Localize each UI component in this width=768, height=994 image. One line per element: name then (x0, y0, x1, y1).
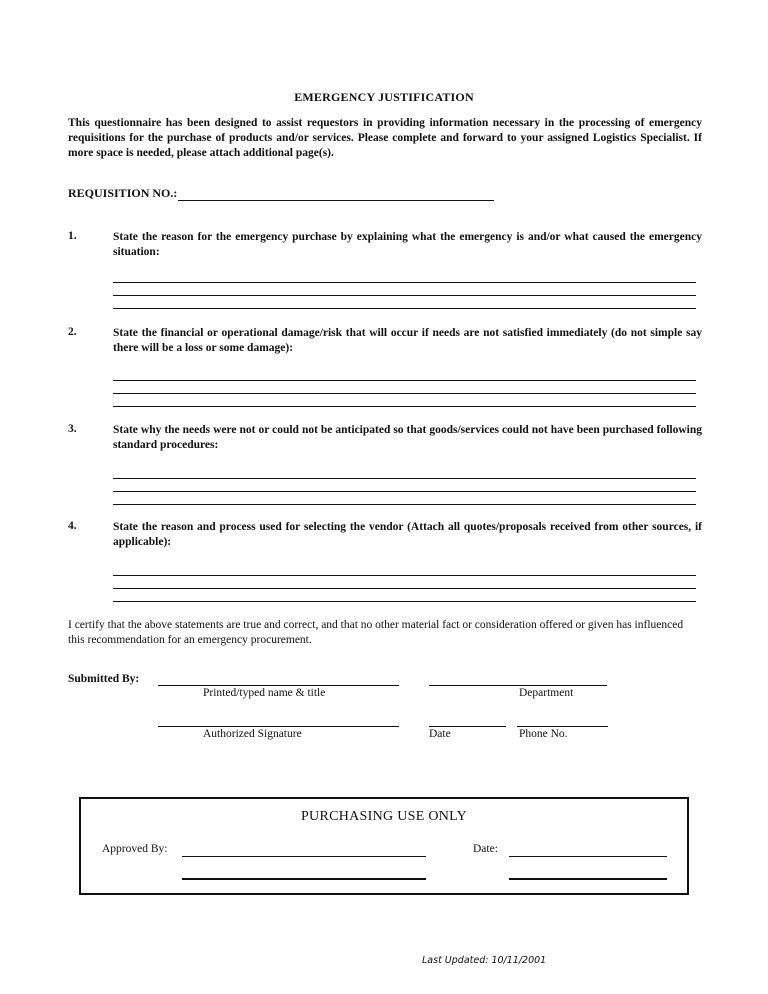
name-title-field[interactable] (158, 685, 399, 686)
requisition-row (68, 186, 494, 201)
purchasing-title: PURCHASING USE ONLY (300, 809, 468, 824)
purchasing-date-label: Date: (473, 843, 498, 855)
requisition-label: REQUISITION NO.: (68, 186, 178, 200)
question-text: State why the needs were not or could not be anticipated so that goods/services could not have been purchased following standard procedures: (113, 424, 702, 451)
intro-paragraph: This questionnaire has been designed to assist requestors in providing information necessary in the processing of emergency requisitions for the purchase of products and/or services. Please complete and forward to your assigned Logistics Specialist. If more space is needed, please attach additional page(s). (68, 117, 702, 159)
submitted-by-label: Submitted By: (68, 673, 140, 685)
name-title-caption: Printed/typed name & title (203, 687, 326, 699)
date-field[interactable] (429, 726, 506, 727)
purchasing-date-field[interactable] (509, 856, 667, 857)
answer-lines[interactable] (113, 466, 696, 505)
phone-field[interactable] (517, 726, 608, 727)
approved-by-field-2[interactable] (182, 878, 426, 880)
approved-by-field[interactable] (182, 856, 426, 857)
question-number: 2. (68, 326, 77, 338)
signature-field[interactable] (158, 726, 399, 727)
approved-by-label: Approved By: (102, 843, 168, 855)
form-title: EMERGENCY JUSTIFICATION (294, 90, 474, 104)
question-text: State the reason and process used for selecting the vendor (Attach all quotes/proposals received from other sources, if applicable): (113, 521, 702, 548)
certification-statement: I certify that the above statements are true and correct, and that no other material fact or consideration offered or given has influenced this recommendation for an emergency procurement. (68, 619, 684, 646)
purchasing-use-only-box (79, 797, 689, 895)
answer-lines[interactable] (113, 270, 696, 309)
answer-lines[interactable] (113, 368, 696, 407)
date-caption: Date (429, 728, 451, 740)
signature-caption: Authorized Signature (203, 728, 302, 740)
department-caption: Department (519, 687, 574, 699)
requisition-field[interactable] (178, 186, 494, 201)
question-number: 1. (68, 230, 77, 242)
question-text: State the financial or operational damage/risk that will occur if needs are not satisfied immediately (do not simple say there will be a loss or some damage): (113, 327, 702, 354)
question-number: 3. (68, 423, 77, 435)
question-text: State the reason for the emergency purchase by explaining what the emergency is and/or what caused the emergency situation: (113, 231, 702, 258)
answer-lines[interactable] (113, 563, 696, 602)
last-updated: Last Updated: 10/11/2001 (422, 955, 547, 966)
purchasing-date-field-2[interactable] (509, 878, 667, 880)
department-field[interactable] (429, 685, 607, 686)
phone-caption: Phone No. (519, 728, 568, 740)
question-number: 4. (68, 520, 77, 532)
